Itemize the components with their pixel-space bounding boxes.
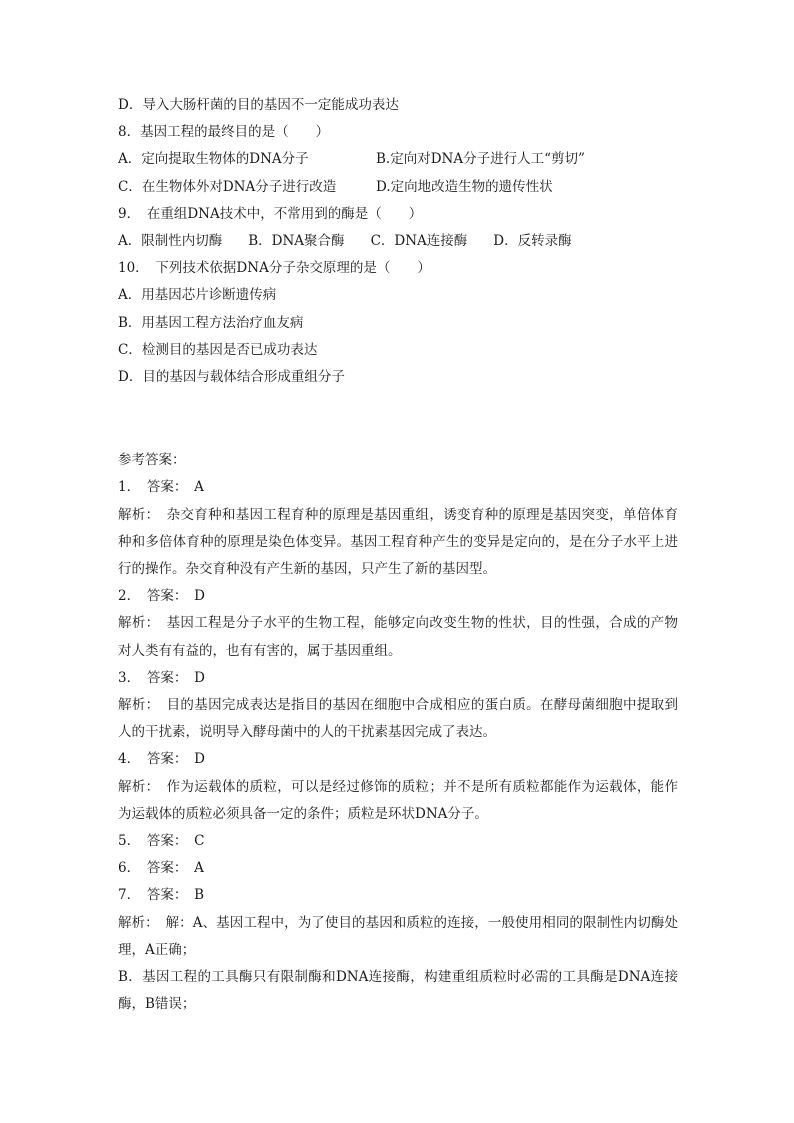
document-page [118,92,678,1019]
answer-7: 7． 答案： B [118,887,205,904]
q7-option-d: D．导入大肠杆菌的目的基因不一定能成功表达 [118,97,399,113]
q8-option-c: C．在生物体外对DNA分子进行改造 [118,178,337,195]
q8-option-b: B.定向对DNA分子进行人工“剪切” [376,151,585,168]
answer-6: 6． 答案： A [118,860,204,877]
q8-stem: 8．基因工程的最终目的是（ ） [118,124,330,141]
q8-options-row-2 [118,174,678,201]
q9-option-c: C．DNA连接酶 [370,233,468,250]
analysis-2: 解析： 基因工程是分子水平的生物工程，能够定向改变生物的性状，目的性强，合成的产物对人类有有益的，也有有害的，属于基因重组。 [118,615,678,659]
answer-2: 2． 答案： D [118,588,205,605]
analysis-7-b: B．基因工程的工具酶只有限制酶和DNA连接酶，构建重组质粒时必需的工具酶是DNA连接酶，B错误； [118,969,678,1013]
answer-4: 4． 答案： D [118,751,205,768]
analysis-1: 解析： 杂交育种和基因工程育种的原理是基因重组，诱变育种的原理是基因突变，单倍体育种和多倍体育种的原理是染色体变异。基因工程育种产生的变异是定向的，是在分子水平上进行的操作。杂交育种没有产生新的基因，只产生了新的基因型。 [118,506,678,578]
answer-1: 1． 答案： A [118,479,204,496]
section-gap [118,391,678,447]
q9-option-b: B．DNA聚合酶 [248,233,345,250]
q9-option-d: D．反转录酶 [493,233,572,250]
analysis-4: 解析： 作为运载体的质粒，可以是经过修饰的质粒；并不是所有质粒都能作为运载体，能作为运载体的质粒必须具备一定的条件；质粒是环状DNA分子。 [118,778,678,822]
answer-3: 3． 答案： D [118,669,205,686]
answers-heading: 参考答案： [118,452,186,469]
q10-option-b: B．用基因工程方法治疗血友病 [118,314,304,331]
q8-option-a: A．定向提取生物体的DNA分子 [118,151,309,168]
analysis-3: 解析： 目的基因完成表达是指目的基因在细胞中合成相应的蛋白质。在酵母菌细胞中提取到人的干扰素，说明导入酵母菌中的人的干扰素基因完成了表达。 [118,697,678,741]
q9-options [118,228,678,255]
q9-option-a: A．限制性内切酶 [118,233,223,250]
q8-options-row-1 [118,146,678,173]
q10-option-d: D．目的基因与载体结合形成重组分子 [118,369,345,386]
q9-stem: 9． 在重组DNA技术中，不常用到的酶是（ ） [118,205,423,222]
q8-option-d: D.定向地改造生物的遗传性状 [376,178,553,195]
answer-5: 5． 答案： C [118,833,205,850]
analysis-7: 解析： 解：A、基因工程中，为了使目的基因和质粒的连接，一般使用相同的限制性内切酶处理，A正确； [118,914,678,958]
q10-option-c: C．检测目的基因是否已成功表达 [118,341,318,358]
q10-stem: 10． 下列技术依据DNA分子杂交原理的是（ ） [118,260,431,277]
q10-option-a: A．用基因芯片诊断遗传病 [118,287,277,304]
